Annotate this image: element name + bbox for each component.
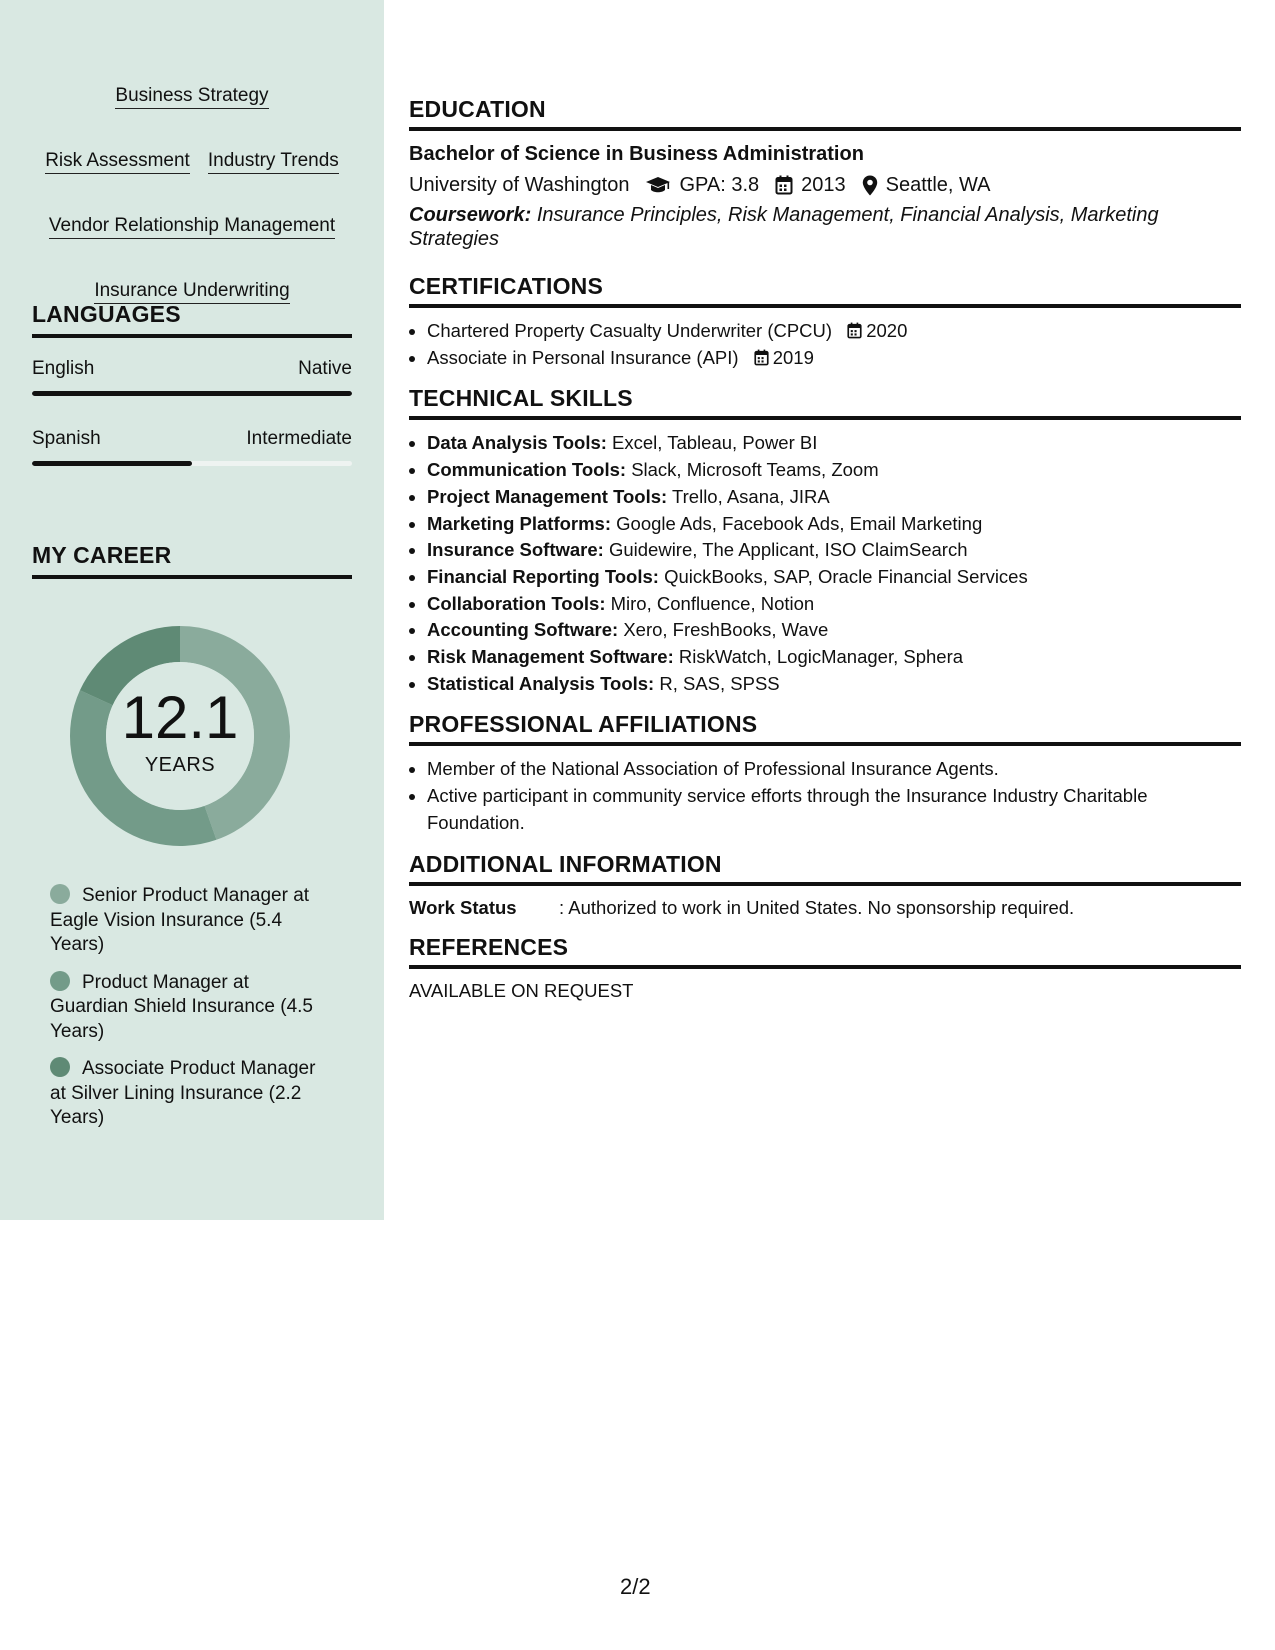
coursework-list: Insurance Principles, Risk Management, Financial Analysis, Marketing Strategies <box>409 204 1159 250</box>
skill-item <box>427 617 1241 644</box>
certifications-heading: CERTIFICATIONS <box>409 273 1241 308</box>
graduation-cap-icon <box>645 175 671 195</box>
legend-dot-icon <box>50 971 70 991</box>
skill-tools: Xero, FreshBooks, Wave <box>623 619 829 641</box>
language-level: Native <box>298 358 352 379</box>
career-item <box>50 884 325 958</box>
skill-category: Risk Management Software: <box>427 646 674 668</box>
skill-category: Data Analysis Tools: <box>427 432 607 454</box>
skill-item <box>427 644 1241 671</box>
coursework-label: Coursework: <box>409 204 532 226</box>
career-item-text: Senior Product Manager at Eagle Vision Insurance (5.4 Years) <box>50 885 310 955</box>
affiliations-section <box>409 711 1241 836</box>
career-donut-chart <box>66 622 294 850</box>
skill-tools: Guidewire, The Applicant, ISO ClaimSearch <box>608 539 968 561</box>
skill-item <box>427 430 1241 457</box>
language-name: English <box>32 358 95 379</box>
career-heading: MY CAREER <box>32 542 352 579</box>
skill-tools: QuickBooks, SAP, Oracle Financial Services <box>664 565 1028 587</box>
technical-skills-list <box>409 430 1241 697</box>
work-status-value: : Authorized to work in United States. No sponsorship required. <box>559 896 1075 918</box>
skill-category: Statistical Analysis Tools: <box>427 672 655 694</box>
skills-tag-cloud <box>32 84 352 304</box>
certification-name: Associate in Personal Insurance (API) <box>427 346 739 368</box>
technical-skills-section <box>409 385 1241 697</box>
skill-tools: Google Ads, Facebook Ads, Email Marketing <box>616 512 983 534</box>
skill-tools: R, SAS, SPSS <box>659 672 780 694</box>
skill-category: Financial Reporting Tools: <box>427 565 659 587</box>
skill-item <box>427 511 1241 538</box>
legend-dot-icon <box>50 1057 70 1077</box>
education-details <box>409 172 1241 198</box>
skill-category: Communication Tools: <box>427 459 627 481</box>
skill-category: Insurance Software: <box>427 539 604 561</box>
career-item-text: Associate Product Manager at Silver Lining Insurance (2.2 Years) <box>50 1058 316 1128</box>
main-column <box>409 96 1241 1017</box>
career-item <box>50 971 325 1045</box>
certifications-section <box>409 273 1241 371</box>
language-name: Spanish <box>32 428 101 449</box>
calendar-icon <box>775 175 793 195</box>
skill-tools: Slack, Microsoft Teams, Zoom <box>631 459 879 481</box>
skill-tools: Excel, Tableau, Power BI <box>612 432 818 454</box>
skill-tag: Industry Trends <box>208 149 339 174</box>
language-proficiency-fill <box>32 391 352 396</box>
skill-item <box>427 671 1241 698</box>
work-status-row <box>409 896 1241 920</box>
skill-tag: Business Strategy <box>115 84 268 109</box>
sidebar <box>0 0 384 1220</box>
school-name: University of Washington <box>409 174 630 196</box>
career-item <box>50 1057 325 1131</box>
references-heading: REFERENCES <box>409 934 1241 969</box>
skill-category: Collaboration Tools: <box>427 592 606 614</box>
affiliations-heading: PROFESSIONAL AFFILIATIONS <box>409 711 1241 746</box>
skill-tools: Miro, Confluence, Notion <box>610 592 815 614</box>
graduation-year: 2013 <box>801 174 846 196</box>
references-section <box>409 934 1241 1003</box>
skill-tag: Risk Assessment <box>45 149 190 174</box>
skill-item <box>427 457 1241 484</box>
skill-tools: RiskWatch, LogicManager, Sphera <box>678 646 964 668</box>
skill-category: Project Management Tools: <box>427 485 668 507</box>
technical-skills-heading: TECHNICAL SKILLS <box>409 385 1241 420</box>
skill-category: Marketing Platforms: <box>427 512 612 534</box>
gpa: GPA: 3.8 <box>679 174 760 196</box>
skill-item <box>427 537 1241 564</box>
additional-info-heading: ADDITIONAL INFORMATION <box>409 851 1241 886</box>
additional-info-section <box>409 851 1241 920</box>
location-pin-icon <box>862 175 878 196</box>
references-text: AVAILABLE ON REQUEST <box>409 979 634 1001</box>
career-total-years: 12.1 <box>121 683 239 751</box>
work-status-label: Work Status <box>409 896 517 918</box>
skill-tag: Insurance Underwriting <box>94 279 289 304</box>
languages-heading: LANGUAGES <box>32 301 352 338</box>
career-total-unit: YEARS <box>144 753 216 776</box>
affiliation-item: • Active participant in community service efforts through the Insurance Industry Charitable Foundation. <box>427 783 1241 836</box>
language-proficiency-fill <box>32 461 192 466</box>
education-section <box>409 96 1241 251</box>
skill-item <box>427 564 1241 591</box>
affiliation-item: • Member of the National Association of Professional Insurance Agents. <box>427 756 1241 783</box>
page-number: 2/2 <box>620 1574 651 1599</box>
skill-tools: Trello, Asana, JIRA <box>672 485 830 507</box>
language-row-spanish <box>32 428 352 466</box>
language-proficiency-bar <box>32 391 352 396</box>
coursework <box>409 203 1241 251</box>
career-item-text: Product Manager at Guardian Shield Insurance (4.5 Years) <box>50 971 313 1042</box>
legend-dot-icon <box>50 884 70 904</box>
degree-title: Bachelor of Science in Business Administration <box>409 143 864 165</box>
language-level: Intermediate <box>246 428 352 449</box>
skill-category: Accounting Software: <box>427 619 619 641</box>
certification-item <box>427 318 1241 345</box>
certification-year: 2020 <box>866 320 908 341</box>
certification-item <box>427 345 1241 372</box>
education-heading: EDUCATION <box>409 96 1241 131</box>
certification-year: 2019 <box>772 346 814 368</box>
skill-item <box>427 591 1241 618</box>
school-location: Seattle, WA <box>885 174 991 196</box>
skill-item <box>427 484 1241 511</box>
calendar-icon <box>754 345 769 372</box>
language-proficiency-bar <box>32 461 352 466</box>
calendar-icon <box>847 318 862 345</box>
career-legend <box>50 884 325 1144</box>
language-row-english <box>32 358 352 396</box>
certification-name: Chartered Property Casualty Underwriter (CPCU) <box>427 320 833 341</box>
skill-tag: Vendor Relationship Management <box>49 214 335 239</box>
